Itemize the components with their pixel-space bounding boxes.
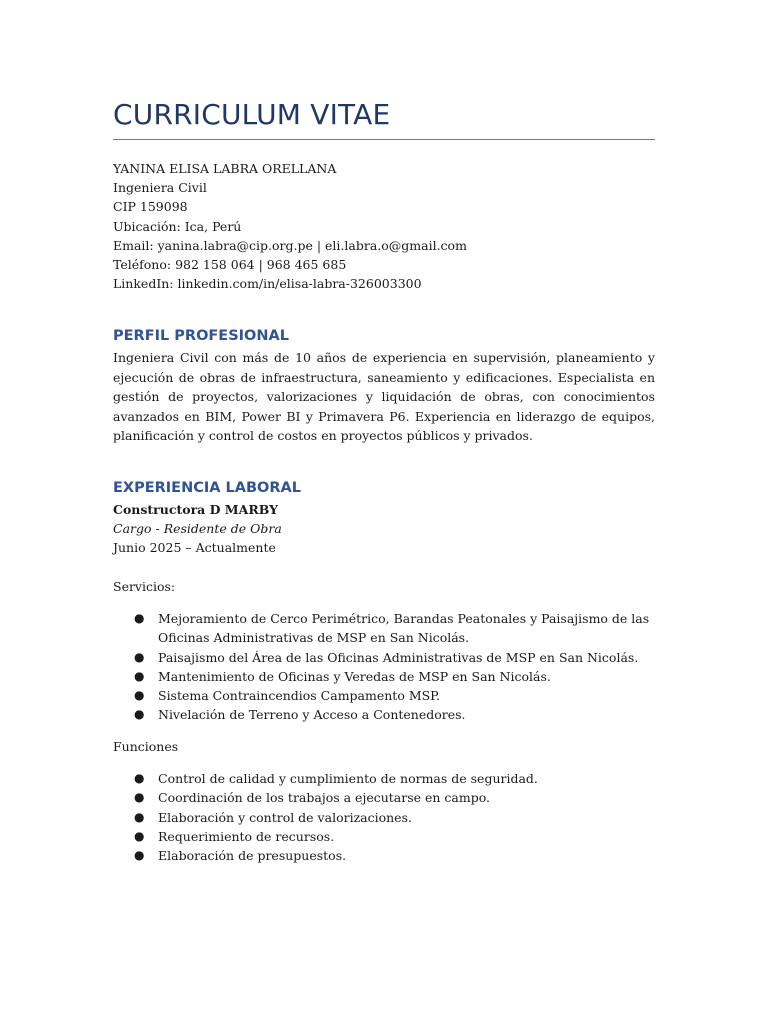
functions-label: Funciones bbox=[113, 739, 179, 754]
bullet-icon: ● bbox=[134, 809, 145, 824]
function-text: Control de calidad y cumplimiento de normas de seguridad. bbox=[158, 771, 538, 786]
bullet-icon: ● bbox=[134, 771, 145, 785]
experience-entry bbox=[113, 500, 655, 558]
company-name: Constructora D MARBY bbox=[113, 502, 279, 517]
list-item bbox=[113, 705, 655, 724]
candidate-profession: Ingeniera Civil bbox=[113, 180, 207, 196]
profile-text: Ingeniera Civil con más de 10 años de experiencia en supervisión, planeamiento y ejecución de obras de infraestructura, saneamiento y edificaciones. Especialista en gestión de proyectos, valorizaciones y liquidación de obras, con conocimientos avanzados en BIM, Power BI y Primavera P6. Experiencia en liderazgo de equipos, planificación y control de costos en proyectos públicos y privados. bbox=[113, 350, 655, 443]
service-text: Paisajismo del Área de las Oficinas Administrativas de MSP en San Nicolás. bbox=[158, 649, 639, 665]
bullet-icon: ● bbox=[134, 828, 145, 843]
profile-heading: PERFIL PROFESIONAL bbox=[113, 328, 289, 344]
bullet-icon: ● bbox=[134, 611, 145, 625]
candidate-email: Email: yanina.labra@cip.org.pe | eli.labra.o@gmail.com bbox=[113, 237, 467, 253]
candidate-cip: CIP 159098 bbox=[113, 199, 188, 215]
candidate-phone: Teléfono: 982 158 064 | 968 465 685 bbox=[113, 257, 347, 273]
bullet-icon: ● bbox=[134, 688, 145, 703]
bullet-icon: ● bbox=[134, 707, 145, 722]
bullet-icon: ● bbox=[134, 790, 145, 805]
job-role: Cargo - Residente de Obra bbox=[113, 521, 282, 537]
list-item bbox=[113, 609, 655, 628]
candidate-linkedin: LinkedIn: linkedin.com/in/elisa-labra-326003300 bbox=[113, 276, 422, 292]
list-item bbox=[113, 667, 655, 686]
candidate-name: YANINA ELISA LABRA ORELLANA bbox=[113, 161, 337, 176]
services-list bbox=[113, 609, 655, 725]
list-item bbox=[113, 827, 655, 846]
services-label: Servicios: bbox=[113, 579, 176, 594]
service-text: Nivelación de Terreno y Acceso a Contenedores. bbox=[158, 707, 466, 723]
service-text: Sistema Contraincendios Campamento MSP. bbox=[158, 688, 441, 704]
title-divider bbox=[113, 139, 655, 140]
functions-list bbox=[113, 769, 655, 865]
function-text: Coordinación de los trabajos a ejecutarse en campo. bbox=[158, 790, 491, 806]
service-text: Oficinas Administrativas de MSP en San Nicolás. bbox=[158, 630, 470, 646]
list-item bbox=[113, 846, 655, 865]
candidate-location: Ubicación: Ica, Perú bbox=[113, 218, 242, 234]
list-item bbox=[113, 808, 655, 827]
list-item bbox=[113, 648, 655, 667]
bullet-icon: ● bbox=[134, 649, 145, 664]
list-item bbox=[113, 788, 655, 807]
job-period: Junio 2025 – Actualmente bbox=[113, 540, 276, 556]
experience-heading: EXPERIENCIA LABORAL bbox=[113, 480, 301, 496]
bullet-icon: ● bbox=[134, 848, 145, 863]
function-text: Requerimiento de recursos. bbox=[158, 828, 335, 844]
service-text: Mejoramiento de Cerco Perimétrico, Barandas Peatonales y Paisajismo de las bbox=[158, 611, 650, 626]
list-item bbox=[113, 769, 655, 788]
list-item-continuation bbox=[113, 628, 655, 647]
list-item bbox=[113, 686, 655, 705]
bullet-icon: ● bbox=[134, 668, 145, 683]
service-text: Mantenimiento de Oficinas y Veredas de MSP en San Nicolás. bbox=[158, 668, 551, 684]
contact-block bbox=[113, 159, 655, 293]
function-text: Elaboración y control de valorizaciones. bbox=[158, 809, 412, 825]
function-text: Elaboración de presupuestos. bbox=[158, 848, 347, 864]
document-title: CURRICULUM VITAE bbox=[113, 98, 391, 131]
